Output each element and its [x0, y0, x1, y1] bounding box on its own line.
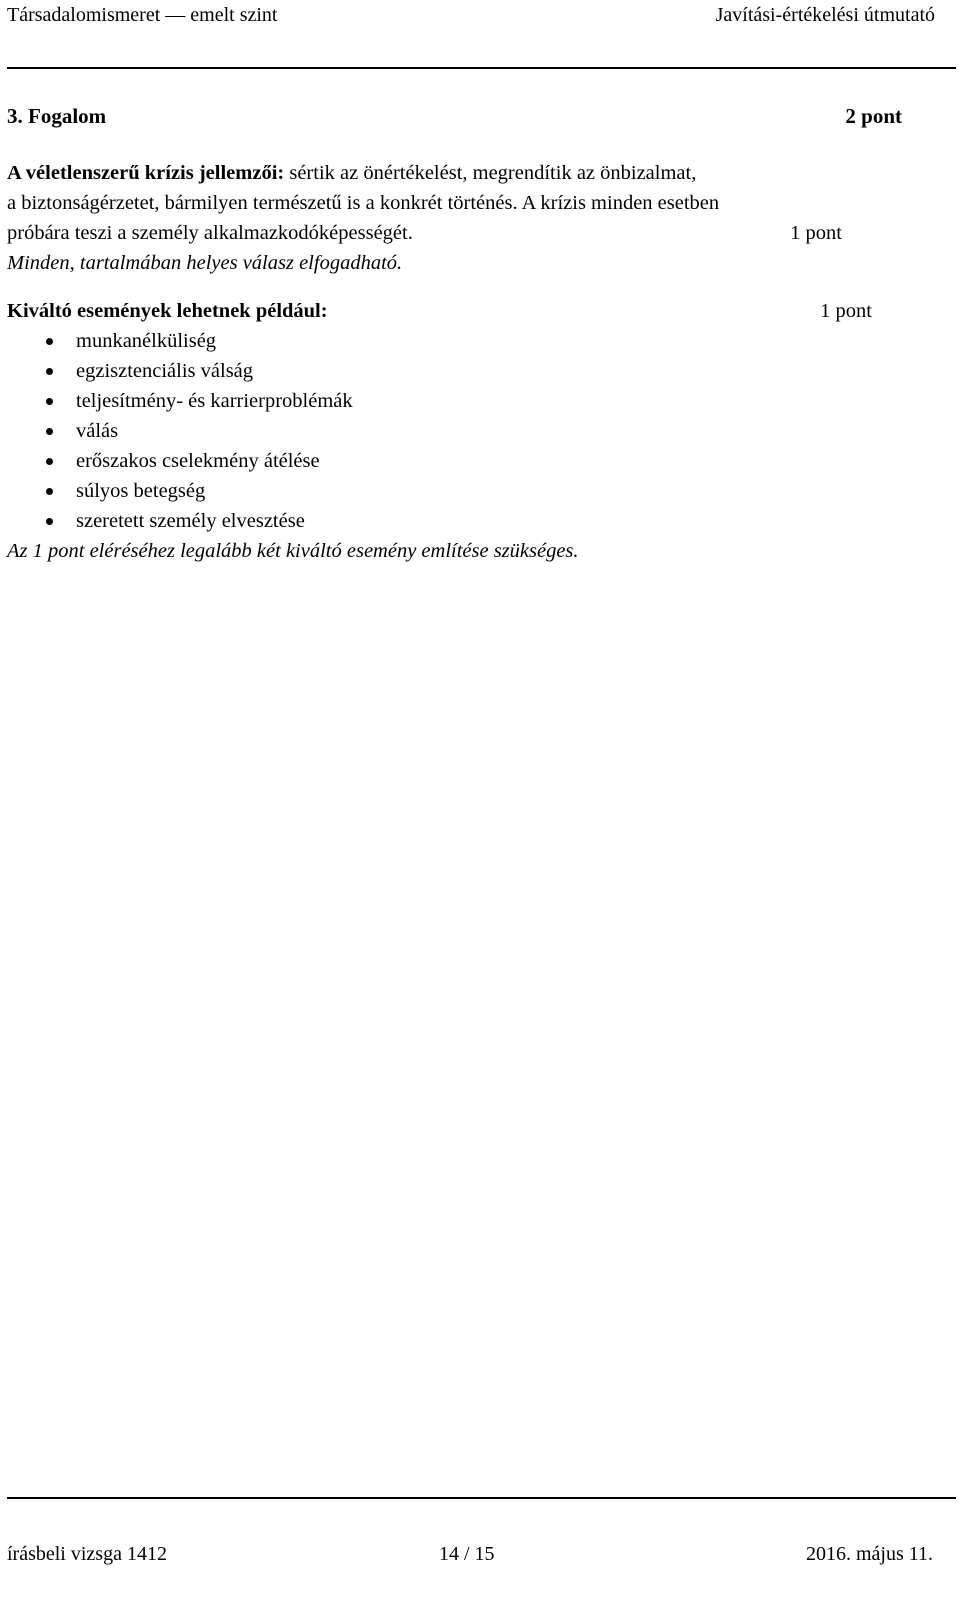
triggers-list — [7, 326, 887, 536]
definition-note: Minden, tartalmában helyes válasz elfogadható. — [7, 252, 403, 274]
list-item — [7, 446, 887, 476]
section-heading — [7, 103, 902, 129]
bullet-icon — [46, 398, 53, 405]
bullet-icon — [46, 368, 53, 375]
triggers-block — [7, 296, 887, 566]
triggers-heading-line — [7, 296, 887, 326]
footer-page-number: 14 / 15 — [439, 1543, 495, 1565]
bullet-icon — [46, 488, 53, 495]
list-item-text: válás — [76, 420, 119, 442]
list-item-text: szeretett személy elvesztése — [76, 510, 305, 532]
footer-date: 2016. május 11. — [805, 1543, 933, 1565]
list-item — [7, 326, 887, 356]
triggers-heading: Kiváltó események lehetnek például: — [7, 300, 328, 322]
header-guide-title: Javítási-értékelési útmutató — [715, 4, 935, 26]
page-footer — [7, 1542, 933, 1572]
definition-bold-lead: A véletlenszerű krízis jellemzői: — [7, 162, 285, 184]
page-header — [7, 3, 935, 33]
definition-points: 1 pont — [790, 222, 842, 244]
definition-paragraph — [7, 158, 887, 278]
bullet-icon — [46, 428, 53, 435]
triggers-note: Az 1 pont eléréséhez legalább két kiváltó esemény említése szükséges. — [7, 540, 579, 562]
definition-line-3 — [7, 218, 887, 248]
definition-line-1 — [7, 158, 887, 188]
list-item — [7, 506, 887, 536]
list-item-text: erőszakos cselekmény átélése — [76, 450, 320, 472]
list-item-text: egzisztenciális válság — [76, 360, 254, 382]
header-divider — [7, 67, 956, 69]
footer-divider — [7, 1497, 956, 1499]
list-item — [7, 416, 887, 446]
bullet-icon — [46, 518, 53, 525]
list-item — [7, 476, 887, 506]
footer-exam-id: írásbeli vizsga 1412 — [7, 1543, 167, 1565]
list-item — [7, 386, 887, 416]
list-item-text: teljesítmény- és karrierproblémák — [76, 390, 353, 412]
list-item-text: súlyos betegség — [76, 480, 206, 502]
section-points: 2 pont — [845, 104, 902, 128]
list-item — [7, 356, 887, 386]
bullet-icon — [46, 338, 53, 345]
triggers-points: 1 pont — [820, 300, 872, 322]
bullet-icon — [46, 458, 53, 465]
list-item-text: munkanélküliség — [76, 330, 217, 352]
definition-line-1-text: sértik az önértékelést, megrendítik az önbizalmat, — [284, 162, 697, 184]
section-title: 3. Fogalom — [7, 104, 107, 128]
definition-line-2: a biztonságérzetet, bármilyen természetű is a konkrét történés. A krízis minden esetben — [7, 192, 720, 214]
header-subject: Társadalomismeret — emelt szint — [7, 4, 278, 26]
definition-line-3-text: próbára teszi a személy alkalmazkodóképességét. — [7, 222, 413, 244]
